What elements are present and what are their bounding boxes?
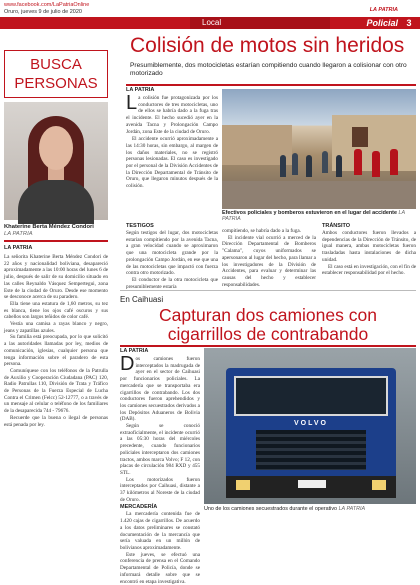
missing-person-photo <box>4 102 108 220</box>
divider <box>4 240 108 242</box>
article2-headline <box>120 306 416 344</box>
article1-column-2 <box>222 222 316 288</box>
sidebar-title-line2: PERSONAS <box>14 75 98 92</box>
divider <box>120 345 416 347</box>
truck-logo: VOLVO <box>294 420 328 427</box>
truck-image <box>226 368 396 498</box>
divider <box>120 290 416 291</box>
sidebar-paragraph: Comuníquese con los teléfonos de la Patrulla de Auxilio y Cooperación Ciudadana (PAC) 120, Radio Patrullas 110, División de Trata y Tráfico de Personas de la Fuerza Especial de Lucha Contra el Crimen (Felcc) 52-12777, o a través de un mensaje al celular o teléfono de los familiares de la desaparecida 744 - 79676. <box>4 367 108 415</box>
article1-photo-caption: Efectivos policiales y bomberos estuvieron en el lugar del accidente LA PATRIA <box>222 210 405 222</box>
article1-dropcap: L <box>126 92 138 114</box>
article1-headline: Colisión de motos sin heridos <box>130 34 405 57</box>
sidebar-paragraph: Vestía una camisa a rayas blanco y negro, jeans y zapatillas azules. <box>4 321 108 334</box>
sidebar-paragraph: Ella tiene una estatura de 1,60 metros, su tez es blanca, tiene los ojos café oscuros y sus cabellos son largos teñidos de color café. <box>4 300 108 321</box>
sidebar-missing-person <box>4 50 108 530</box>
article1-subhead-transito: TRÁNSITO <box>322 223 351 229</box>
article1-paragraph: El caso está en investigación, con el fin de establecer responsabilidad por el hecho. <box>322 263 417 277</box>
article1-paragraph: El conductor de la otra motocicleta que presumiblemente estaría <box>126 276 218 290</box>
article2-paragraph: Dos camiones fueron interceptados la madrugada de ayer en el sector de Caihuasi por funcionarios policiales. La mercadería que se transportaba era cigarrillos de contrabando. Los dos conductores fueron aprehendidos y los camiones secuestrados derivados a los Depósitos Aduaneros de Bolivia (DAB). <box>120 353 200 423</box>
article1-paragraph: Según testigos del lugar, dos motocicletas estarían compitiendo por la avenida Tacna, a gran velocidad cuando se aproximaron que una motocicleta grande por la prolongación Campo Jordán, en ese que una de las motocicletas que impactó con fuerza contra otro motorizado. <box>126 230 218 277</box>
article1-paragraph: El incidente vial ocurrió a merced de la Dirección Departamental de Bomberos "Calama", cuyos uniformados se apersonaron al lugar del hecho, para llamar a los investigadores de la División de Accidentes, para evaluar y determinar las causas del hecho y establecer responsabilidades. <box>222 234 316 288</box>
sidebar-paragraph: La señorita Khaterine Berta Méndez Condori de 22 años y nacionalidad boliviana, desapareció aproximadamente a las 10:00 horas del lunes 6 de julio, después de salir de su domicilio situado en las calles Reynaldo Vásquez Sempertegui, zona Este de la ciudad de Oruro. Desde ese momento se desconoce acerca de su paradero. <box>4 254 108 301</box>
article1-subhead-testigos: TESTIGOS <box>126 223 154 229</box>
sidebar-body <box>4 245 108 428</box>
sidebar-paragraph: Su familia está preocupada, por lo que solicitó a las autoridades llamadas por ley, medios de comunicación, iglesias, cualquier persona que tenga información sobre el paradero de esta persona. <box>4 334 108 368</box>
article2-subhead-mercaderia: MERCADERÍA <box>120 504 158 511</box>
article2-paragraph: Los motorizados fueron interceptados por Caihuasi, distante a 37 kilómetros al Noreste de la ciudad de Oruro. <box>120 476 200 503</box>
article1-column-1b <box>126 222 218 290</box>
article2-column-1 <box>120 348 200 585</box>
article2-photo <box>204 348 416 504</box>
article2-headline-line1: Capturan dos camiones con <box>159 305 377 325</box>
article2-byline: LA PATRIA <box>120 348 149 354</box>
brand <box>366 7 398 29</box>
divider <box>126 84 416 86</box>
issue-date: Oruro, jueves 9 de julio de 2020 <box>4 9 82 15</box>
sidebar-title <box>4 50 108 98</box>
photo-caption <box>4 224 108 238</box>
social-url: www.facebook.com/LaPatriaOnline <box>4 2 90 8</box>
article1-photo <box>222 89 416 209</box>
article2-dropcap: D <box>120 353 135 375</box>
photo-caption-name: Khaterine Berta Méndez Condori <box>4 224 94 230</box>
brand-name: Policial <box>366 18 398 28</box>
sidebar-paragraph: Recuerde que la buena o ilegal de personas está penada por ley. <box>4 414 108 428</box>
photo-shirt <box>18 180 94 224</box>
article1-deck: Presumiblemente, dos motocicletas estarían compitiendo cuando llegaron a colisionar con otro motorizado <box>130 62 407 77</box>
article1-column-3 <box>322 222 416 277</box>
photo-face <box>39 126 73 170</box>
header-strip <box>0 17 190 29</box>
article2-photo-caption: Uno de los camiones secuestrados durante el operativo LA PATRIA <box>204 506 366 512</box>
article1-paragraph: La colisión fue protagonizada por los conductores de tres motocicletas, uno de ellos se habría dado a la fuga tras el incidente. El hecho sucedió ayer en la avenida Tacna y Prolongación Campo Jordán, zona Este de la ciudad de Oruro. <box>126 92 218 135</box>
article2-headline-line2: cigarrillos de contrabando <box>167 324 369 344</box>
article1-column-1 <box>126 87 218 190</box>
article1-byline: LA PATRIA <box>126 87 155 93</box>
page-header <box>0 0 420 26</box>
article1-photo-credit: LA PATRIA <box>222 210 405 222</box>
article2-photo-credit: LA PATRIA <box>338 506 366 512</box>
photo-caption-credit: LA PATRIA <box>4 231 33 237</box>
article2-section: En Caihuasi <box>120 295 164 304</box>
article1-paragraph: compitiendo, se habría dado a la fuga. <box>222 228 301 234</box>
article2-paragraph: Según se conoció extraoficialmente, el incidente ocurrió a las 05:30 horas del miércoles precedente, cuando funcionarios policiales interceptaron dos camiones tractos, ambos marca Volvo; F 12, con placas de circulación 984 RXD y 455 STL. <box>120 423 200 476</box>
page-number: 3 <box>406 18 412 28</box>
sidebar-title-line1: BUSCA <box>30 56 82 73</box>
article2-paragraph: La mercadería contenida fue de 1.420 cajas de cigarrillos. De acuerdo a los datos preliminares se constató documentación de la mercancía que sería valuada en un millón de bolivianos aproximadamente. <box>120 511 200 551</box>
brand-top: LA PATRIA <box>369 7 398 13</box>
article1-paragraph: Ambos conductores fueron llevados a dependencias de la Dirección de Tránsito, de igual manera, ambas motocicletas fueron trasladadas hasta instalaciones de dicha unidad. <box>322 230 416 263</box>
sidebar-byline: LA PATRIA <box>4 245 33 251</box>
article1-paragraph: El accidente ocurrió aproximadamente a las 14:30 horas, sin embargo, al margen de los daños materiales, no se registró personas lesionadas. El caso es investigado por el personal de la División Accidentes de la Dirección Departamental de Tránsito de Oruro, que llegaron minutos después de la colisión. <box>126 136 218 190</box>
section-label: Local <box>190 17 330 29</box>
article2-paragraph: Este jueves, se efectuó una conferencia de prensa en el Comando Departamental de Policía, donde se informará detalle sobre que se encontró en etapa investigativa. <box>120 551 200 585</box>
